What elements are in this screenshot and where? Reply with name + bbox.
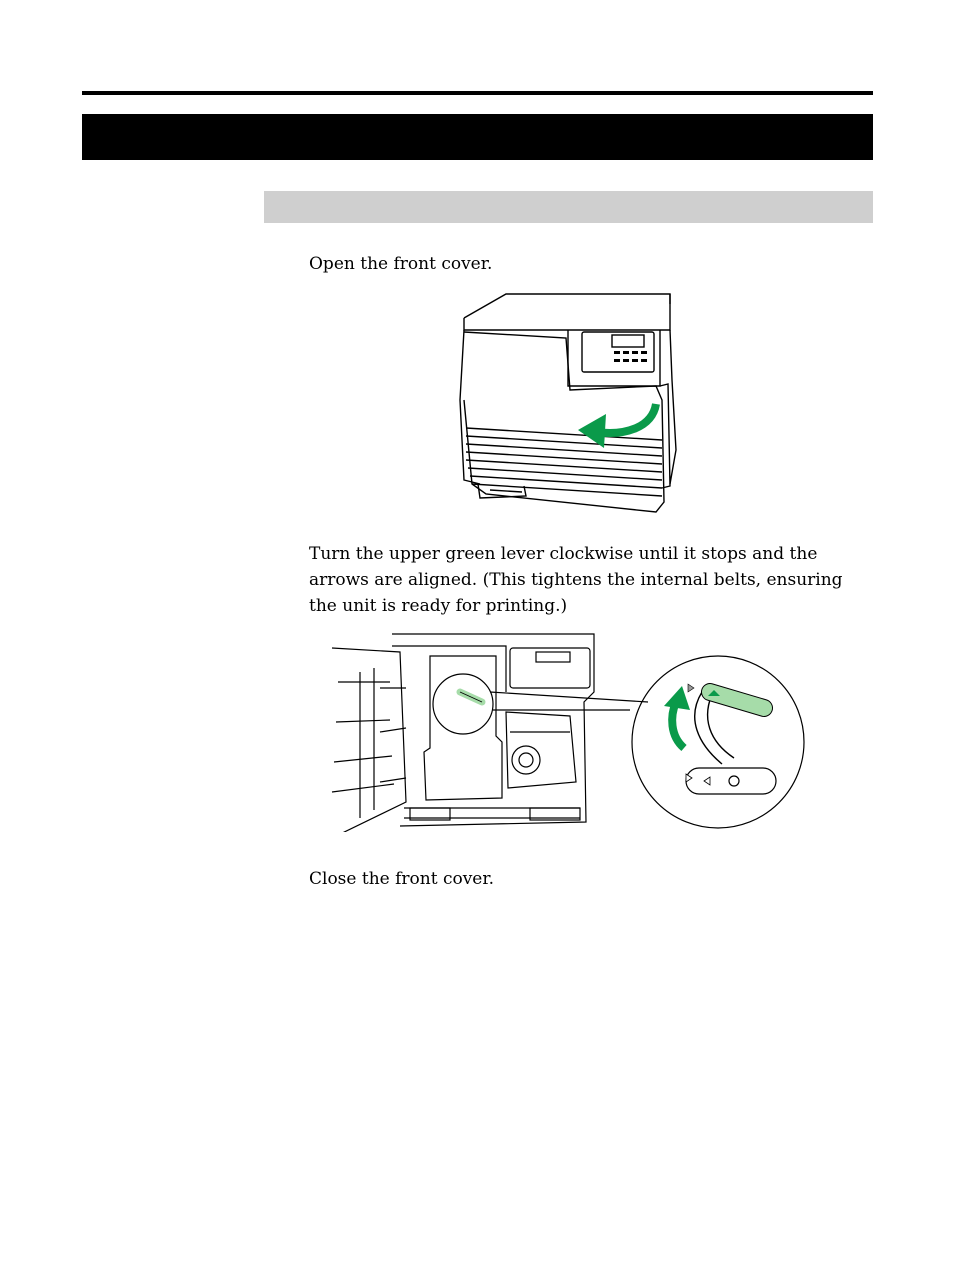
open-cover-arrow-icon — [578, 404, 656, 448]
printer-front-cover-illustration — [456, 290, 686, 520]
green-lever-illustration — [330, 632, 810, 832]
alignment-arrow-icon — [688, 684, 694, 692]
section-heading-bar — [264, 191, 873, 223]
clockwise-arrow-icon — [664, 686, 690, 748]
page-title-bar — [82, 114, 873, 160]
header-rule — [82, 91, 873, 95]
step-2-text: Turn the upper green lever clockwise until it stops and the arrows are aligned. (This tightens the internal belts, ensuring the unit is ready for printing.) — [309, 544, 843, 616]
step-1-text: Open the front cover. — [309, 254, 493, 274]
step-3-text: Close the front cover. — [309, 869, 495, 889]
green-lever — [708, 690, 764, 708]
